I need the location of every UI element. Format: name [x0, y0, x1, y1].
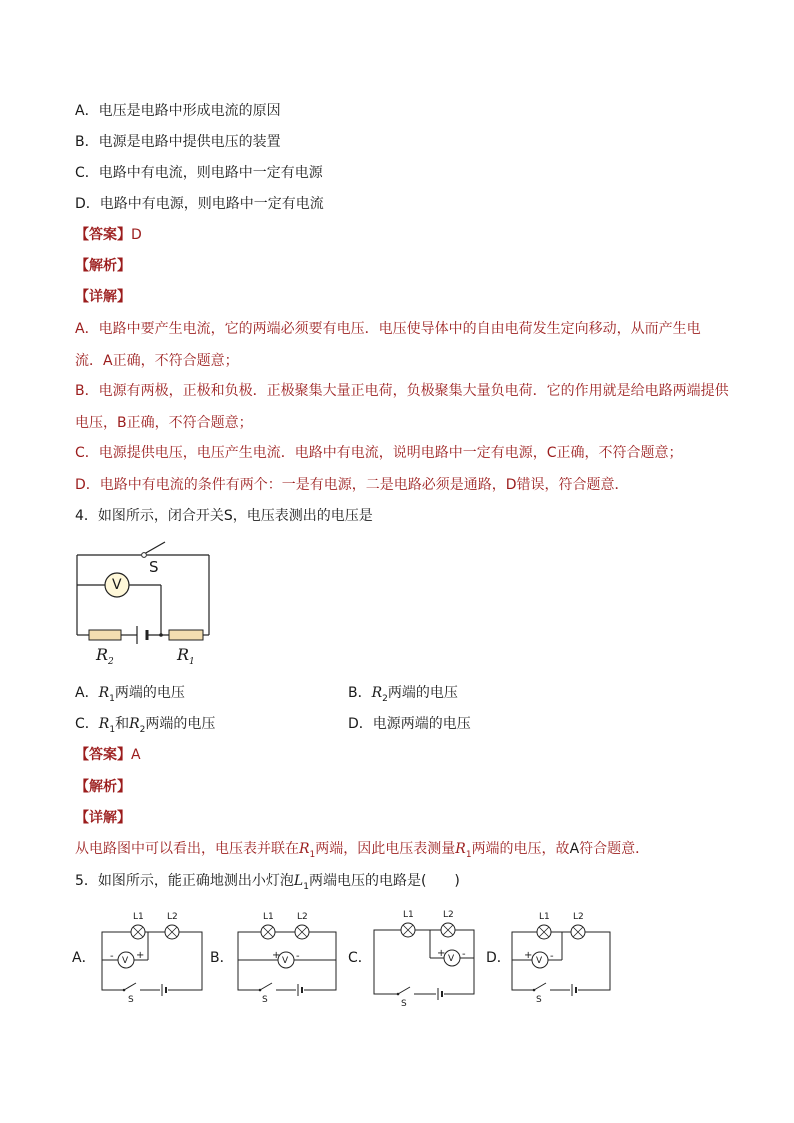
- q3-analysis-tag: 【解析】: [75, 258, 131, 274]
- q3-option-c: C．电路中有电流，则电路中一定有电源: [75, 165, 323, 181]
- q5-label-b: B．: [210, 950, 234, 966]
- lamp-l2-label: L2: [167, 912, 178, 922]
- lamp-l2-label: L2: [573, 912, 584, 922]
- plus-terminal: +: [524, 950, 533, 961]
- q3-detail-line: A．电路中要产生电流，它的两端必须要有电压．电压使导体中的自由电荷发生定向移动，从而产生电: [75, 321, 701, 337]
- r2-label: $R_2$: [96, 645, 114, 668]
- voltmeter-label: V: [536, 956, 543, 966]
- q3-detail-line: D．电路中有电流的条件有两个：一是有电源，二是电路必须是通路，D错误，符合题意．: [75, 477, 629, 493]
- q3-detail-tag: 【详解】: [75, 289, 131, 305]
- q4-option-a: A．$R_1$两端的电压: [75, 685, 185, 704]
- q5-circuit-d: [506, 910, 616, 1005]
- switch-label: S: [401, 999, 407, 1009]
- switch-label: S: [262, 995, 268, 1005]
- lamp-l2-label: L2: [443, 910, 454, 920]
- minus-terminal: -: [550, 951, 554, 962]
- q5-circuit-c: [368, 910, 480, 1009]
- lamp-l1-label: L1: [133, 912, 144, 922]
- q3-detail-line: 电压，B正确，不符合题意；: [75, 415, 253, 431]
- lamp-l2-label: L2: [297, 912, 308, 922]
- lamp-l1-label: L1: [403, 910, 414, 920]
- circuit-diagram-svg: [72, 538, 222, 670]
- plus-terminal: +: [272, 950, 281, 961]
- voltmeter-label: V: [112, 577, 122, 593]
- q4-stem: 4．如图所示，闭合开关S，电压表测出的电压是: [75, 508, 373, 524]
- answer-value: A: [131, 747, 141, 763]
- q4-option-d: D．电源两端的电压: [348, 716, 471, 732]
- q3-detail-line: C．电源提供电压，电压产生电流．电路中有电流，说明电路中一定有电源，C正确，不符合题意；: [75, 445, 683, 461]
- lamp-l1-label: L1: [539, 912, 550, 922]
- minus-terminal: -: [110, 951, 114, 962]
- q3-option-d: D．电路中有电源，则电路中一定有电流: [75, 196, 324, 212]
- plus-terminal: +: [437, 948, 446, 959]
- answer-tag: 【答案】: [75, 747, 131, 763]
- r1-label: $R_1$: [177, 645, 195, 668]
- lamp-l1-label: L1: [263, 912, 274, 922]
- q3-option-b: B．电源是电路中提供电压的装置: [75, 134, 281, 150]
- q4-detail-tag: 【详解】: [75, 810, 131, 826]
- q5-label-c: C．: [348, 950, 372, 966]
- q5-circuit-a: [96, 910, 208, 1005]
- minus-terminal: -: [462, 949, 466, 960]
- q5-label-d: D．: [486, 950, 511, 966]
- minus-terminal: -: [296, 951, 300, 962]
- q3-option-a: A．电压是电路中形成电流的原因: [75, 103, 281, 119]
- q4-analysis-tag: 【解析】: [75, 779, 131, 795]
- q4-answer: [75, 745, 141, 765]
- answer-value: D: [131, 227, 142, 243]
- plus-terminal: +: [136, 950, 145, 961]
- q3-answer: [75, 225, 142, 245]
- q3-detail-line: 流．A正确，不符合题意；: [75, 353, 239, 369]
- voltmeter-label: V: [122, 956, 129, 966]
- q5-stem: 5．如图所示，能正确地测出小灯泡$L_1$两端电压的电路是( ): [75, 873, 460, 892]
- switch-label: S: [536, 995, 542, 1005]
- q4-detail-line: 从电路图中可以看出，电压表并联在$R_1$两端，因此电压表测量$R_1$两端的电压，故A符合题意．: [75, 841, 650, 860]
- answer-tag: 【答案】: [75, 227, 131, 243]
- switch-label: S: [128, 995, 134, 1005]
- q5-label-a: A．: [72, 950, 96, 966]
- q4-option-b: B．$R_2$两端的电压: [348, 685, 458, 704]
- voltmeter-label: V: [282, 956, 289, 966]
- q4-option-c: C．$R_1$和$R_2$两端的电压: [75, 716, 216, 735]
- voltmeter-label: V: [448, 954, 455, 964]
- switch-label: S: [149, 558, 159, 576]
- q3-detail-line: B．电源有两极，正极和负极．正极聚集大量正电荷，负极聚集大量负电荷．它的作用就是给电路两端提供: [75, 383, 729, 399]
- q4-circuit-figure: [72, 538, 222, 670]
- q5-circuit-b: [232, 910, 342, 1005]
